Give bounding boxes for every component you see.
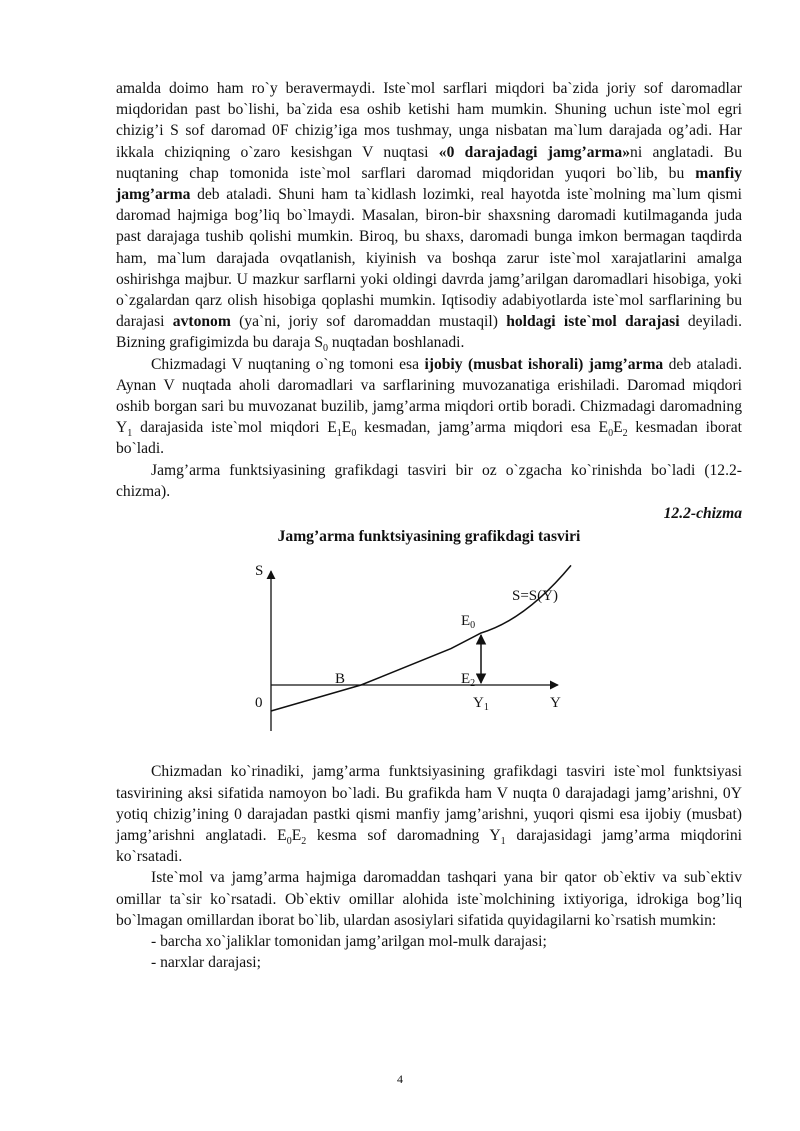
page-number: 4 xyxy=(397,1072,403,1086)
x-axis-label: Y xyxy=(550,695,561,712)
paragraph-4: Chizmadan ko`rinadiki, jamg’arma funktsiyasining grafikdagi tasviri iste`mol funktsiyasi tasvirining aksi sifatida namoyon bo`ladi. Bu grafikda ham V nuqta 0 darajadagi jamg’arishni, 0Y yotiq chizig’ining 0 darajadan pastki qismi manfiy jamg’arishni, yuqori qismi esa ijobiy (musbat) jamg’arishni anglatadi. $E_0E_2$ kesma sof daromadning $Y_1$ darajasidagi jamg’arma miqdorini ko`rsatadi. xyxy=(116,763,742,866)
paragraph-5: Iste`mol va jamg’arma hajmiga daromaddan tashqari yana bir qator ob`ektiv va sub`ektiv omillar ta`sir ko`rsatadi. Ob`ektiv omillar alohida iste`molchining ixtiyoriga, idrokiga bog’liq bo`lmagan omillardan iborat bo`lib, ulardan asosiylari sifatida quyidagilarni ko`rsatish mumkin: xyxy=(116,869,742,929)
document-page xyxy=(116,78,742,974)
paragraph-2: Chizmadagi V nuqtaning o`ng tomoni esa ijobiy (musbat ishorali) jamg’arma deb ataladi. Aynan V nuqtada aholi daromadlari va sarflarining muvozanatiga erishiladi. Daromad miqdori oshib borgan sari bu muvozanat buzilib, jamg’arma miqdori ortib boradi. Chizmadagi daromadning $Y_1$ darajasida iste`mol miqdori $E_1E_0$ kesmadan, jamg’arma miqdori esa $E_0E_2$ kesmadan iborat bo`ladi. xyxy=(116,355,742,458)
point-e0-label: $E_0$ xyxy=(461,613,476,632)
series-label: S=S(Y) xyxy=(512,588,558,605)
y-axis-label: S xyxy=(255,563,264,580)
figure-title: Jamg’arma funktsiyasining grafikdagi tasviri xyxy=(277,528,581,546)
paragraph-1: amalda doimo ham ro`y beravermaydi. Iste`mol sarflari miqdori ba`zida joriy sof daromadlar miqdoridan past bo`lishi, ba`zida esa oshib ketishi ham mumkin. Shuning uchun iste`mol egri chizig’i S sof daromad 0F chizig’iga mos tushmay, unga nisbatan ma`lum darajada og’adi. Har ikkala chiziqning o`zaro kesishgan V nuqtasi «0 darajadagi jamg’arma»ni anglatadi. Bu nuqtaning chap tomonida iste`mol sarflari daromad miqdoridan yuqori bo`lib, bu manfiy jamg’arma deb ataladi. Shuni ham ta`kidlash lozimki, real hayotda iste`molning ma`lum qismi daromad hajmiga bog’liq bo`lmaydi. Masalan, biron-bir shaxsning daromadi kutilmaganda juda past darajaga tushib qolishi mumkin. Biroq, bu shaxs, daromadi bunga imkon bermagan taqdirda ham, ma`lum darajada ovqatlanish, kiyinish va boshqa zarur iste`mol xarajatlarini amalga oshirishga majbur. U mazkur sarflarni yoki oldingi davrda jamg’arilgan daromadlari hisobiga, yoki o`zgalardan qarz olish hisobiga qoplashi mumkin. Iqtisodiy adabiyotlarda iste`mol sarflarining bu darajasi avtonom (ya`ni, joriy sof daromaddan mustaqil) holdagi iste`mol darajasi deyiladi. Bizning grafigimizda bu daraja $S_0$ nuqtadan boshlanadi. xyxy=(116,80,742,355)
point-e2-label: $E_2$ xyxy=(461,671,476,690)
list-item: - narxlar darajasi; xyxy=(151,954,261,972)
list-item: - barcha xo`jaliklar tomonidan jamg’arilgan mol-mulk darajasi; xyxy=(151,933,547,951)
point-b-label: B xyxy=(335,671,346,688)
figure-reference: 12.2-chizma xyxy=(663,505,742,523)
paragraph-3: Jamg’arma funktsiyasining grafikdagi tasviri bir oz o`zgacha ko`rinishda bo`ladi (12.2-chizma). xyxy=(116,461,742,500)
origin-label: 0 xyxy=(255,695,263,712)
savings-function-chart xyxy=(116,555,742,735)
tick-y1-label: $Y_1$ xyxy=(473,695,489,714)
